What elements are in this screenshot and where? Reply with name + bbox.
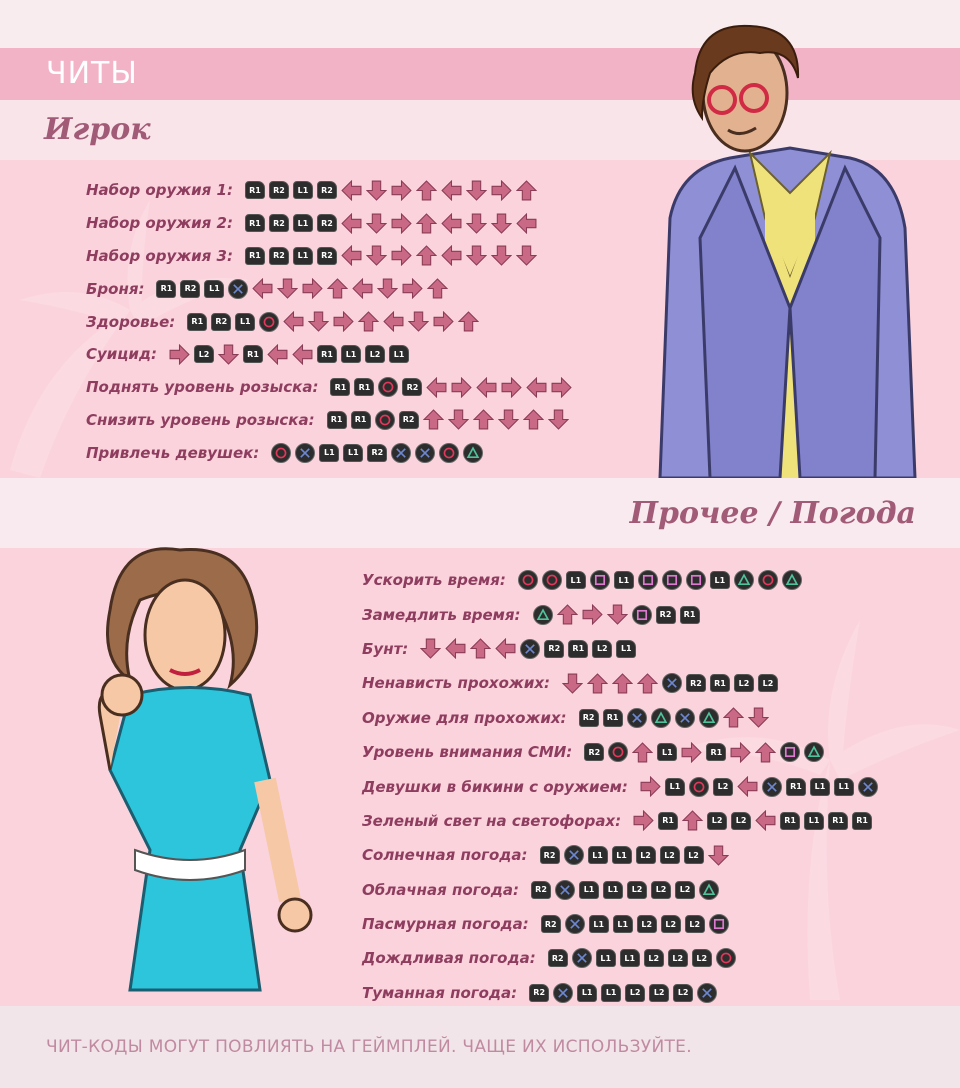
- cheat-row: [362, 873, 878, 907]
- cross-button-icon: [553, 983, 573, 1003]
- r1-button-icon: R1: [156, 280, 176, 298]
- section-title-other-weather: Прочее / Погода: [629, 496, 916, 531]
- arrow-down-icon: [366, 245, 387, 266]
- square-button-icon: [686, 570, 706, 590]
- arrow-left-icon: [445, 638, 466, 659]
- l1-button-icon: L1: [804, 812, 824, 830]
- circle-button-icon: [542, 570, 562, 590]
- l1-button-icon: L1: [834, 778, 854, 796]
- button-sequence: [330, 377, 572, 398]
- arrow-left-icon: [341, 213, 362, 234]
- arrow-down-icon: [708, 845, 729, 866]
- cross-button-icon: [391, 443, 411, 463]
- circle-button-icon: [608, 742, 628, 762]
- cross-button-icon: [858, 777, 878, 797]
- r2-button-icon: R2: [548, 949, 568, 967]
- l2-button-icon: L2: [625, 984, 645, 1002]
- button-sequence: [640, 776, 878, 797]
- arrow-up-icon: [516, 180, 537, 201]
- arrow-up-icon: [416, 180, 437, 201]
- cross-button-icon: [565, 914, 585, 934]
- arrow-up-icon: [557, 604, 578, 625]
- l1-button-icon: L1: [589, 915, 609, 933]
- arrow-right-icon: [302, 278, 323, 299]
- arrow-up-icon: [427, 278, 448, 299]
- triangle-button-icon: [804, 742, 824, 762]
- r1-button-icon: R1: [317, 345, 337, 363]
- triangle-button-icon: [533, 605, 553, 625]
- r2-button-icon: R2: [367, 444, 387, 462]
- cheat-row: [362, 735, 878, 769]
- cheat-row: [362, 666, 878, 700]
- l1-button-icon: L1: [616, 640, 636, 658]
- other-cheat-list: [362, 563, 878, 1010]
- cross-button-icon: [555, 880, 575, 900]
- triangle-button-icon: [699, 708, 719, 728]
- cheat-row: [362, 769, 878, 803]
- square-button-icon: [590, 570, 610, 590]
- l1-button-icon: L1: [620, 949, 640, 967]
- l1-button-icon: L1: [603, 881, 623, 899]
- r2-button-icon: R2: [180, 280, 200, 298]
- arrow-right-icon: [169, 344, 190, 365]
- arrow-left-icon: [352, 278, 373, 299]
- button-sequence: [327, 409, 569, 430]
- l2-button-icon: L2: [668, 949, 688, 967]
- cheat-row: [86, 436, 572, 469]
- arrow-up-icon: [612, 673, 633, 694]
- r2-button-icon: R2: [399, 411, 419, 429]
- r1-button-icon: R1: [330, 378, 350, 396]
- arrow-left-icon: [283, 311, 304, 332]
- arrow-up-icon: [632, 742, 653, 763]
- l1-button-icon: L1: [614, 571, 634, 589]
- r2-button-icon: R2: [531, 881, 551, 899]
- circle-button-icon: [518, 570, 538, 590]
- cheat-row: [86, 338, 572, 371]
- r1-button-icon: R1: [245, 214, 265, 232]
- l2-button-icon: L2: [644, 949, 664, 967]
- arrow-left-icon: [495, 638, 516, 659]
- l2-button-icon: L2: [713, 778, 733, 796]
- arrow-right-icon: [391, 180, 412, 201]
- r2-button-icon: R2: [317, 214, 337, 232]
- l1-button-icon: L1: [293, 214, 313, 232]
- arrow-left-icon: [426, 377, 447, 398]
- circle-button-icon: [689, 777, 709, 797]
- button-sequence: [518, 570, 802, 590]
- cheat-label: Суицид:: [86, 345, 158, 364]
- arrow-down-icon: [562, 673, 583, 694]
- l2-button-icon: L2: [651, 881, 671, 899]
- cross-button-icon: [228, 279, 248, 299]
- cross-button-icon: [415, 443, 435, 463]
- l2-button-icon: L2: [637, 915, 657, 933]
- r2-button-icon: R2: [541, 915, 561, 933]
- arrow-up-icon: [587, 673, 608, 694]
- cheat-label: Замедлить время:: [362, 605, 521, 624]
- arrow-right-icon: [433, 311, 454, 332]
- cheat-label: Уровень внимания СМИ:: [362, 743, 573, 762]
- arrow-up-icon: [416, 213, 437, 234]
- arrow-down-icon: [408, 311, 429, 332]
- arrow-down-icon: [420, 638, 441, 659]
- arrow-down-icon: [466, 213, 487, 234]
- l2-button-icon: L2: [627, 881, 647, 899]
- button-sequence: [548, 948, 736, 968]
- l2-button-icon: L2: [685, 915, 705, 933]
- cheat-label: Девушки в бикини с оружием:: [362, 777, 628, 796]
- arrow-left-icon: [755, 810, 776, 831]
- cross-button-icon: [520, 639, 540, 659]
- arrow-right-icon: [640, 776, 661, 797]
- footer-note: ЧИТ-КОДЫ МОГУТ ПОВЛИЯТЬ НА ГЕЙМПЛЕЙ. ЧАЩЕ ИХ ИСПОЛЬЗУЙТЕ.: [46, 1037, 692, 1057]
- l1-button-icon: L1: [613, 915, 633, 933]
- cross-button-icon: [564, 845, 584, 865]
- l1-button-icon: L1: [293, 247, 313, 265]
- r1-button-icon: R1: [245, 181, 265, 199]
- arrow-left-icon: [292, 344, 313, 365]
- arrow-right-icon: [730, 742, 751, 763]
- r1-button-icon: R1: [710, 674, 730, 692]
- r2-button-icon: R2: [269, 247, 289, 265]
- r1-button-icon: R1: [680, 606, 700, 624]
- l1-button-icon: L1: [612, 846, 632, 864]
- cross-button-icon: [572, 948, 592, 968]
- circle-button-icon: [271, 443, 291, 463]
- cheat-label: Ненависть прохожих:: [362, 674, 551, 693]
- l2-button-icon: L2: [731, 812, 751, 830]
- l2-button-icon: L2: [673, 984, 693, 1002]
- arrow-down-icon: [277, 278, 298, 299]
- button-sequence: [245, 213, 537, 234]
- l1-button-icon: L1: [710, 571, 730, 589]
- button-sequence: [187, 311, 479, 332]
- arrow-right-icon: [582, 604, 603, 625]
- cheat-row: [86, 207, 572, 240]
- button-sequence: [529, 983, 717, 1003]
- r1-button-icon: R1: [245, 247, 265, 265]
- r2-button-icon: R2: [317, 247, 337, 265]
- man-in-suit-illustration: [640, 18, 940, 478]
- l1-button-icon: L1: [601, 984, 621, 1002]
- r1-button-icon: R1: [568, 640, 588, 658]
- square-button-icon: [709, 914, 729, 934]
- l1-button-icon: L1: [665, 778, 685, 796]
- cheat-row: [362, 804, 878, 838]
- arrow-right-icon: [333, 311, 354, 332]
- cheat-label: Набор оружия 3:: [86, 246, 233, 265]
- square-button-icon: [632, 605, 652, 625]
- l2-button-icon: L2: [660, 846, 680, 864]
- l1-button-icon: L1: [596, 949, 616, 967]
- button-sequence: [584, 742, 824, 763]
- r2-button-icon: R2: [584, 743, 604, 761]
- r2-button-icon: R2: [540, 846, 560, 864]
- r1-button-icon: R1: [828, 812, 848, 830]
- r2-button-icon: R2: [402, 378, 422, 396]
- cheat-label: Набор оружия 2:: [86, 214, 233, 233]
- arrow-up-icon: [358, 311, 379, 332]
- r2-button-icon: R2: [269, 214, 289, 232]
- arrow-up-icon: [416, 245, 437, 266]
- cheat-label: Набор оружия 1:: [86, 181, 233, 200]
- cross-button-icon: [295, 443, 315, 463]
- arrow-down-icon: [466, 180, 487, 201]
- l2-button-icon: L2: [365, 345, 385, 363]
- arrow-up-icon: [523, 409, 544, 430]
- arrow-left-icon: [383, 311, 404, 332]
- l1-button-icon: L1: [657, 743, 677, 761]
- arrow-down-icon: [218, 344, 239, 365]
- l1-button-icon: L1: [579, 881, 599, 899]
- arrow-right-icon: [551, 377, 572, 398]
- button-sequence: [531, 880, 719, 900]
- circle-button-icon: [716, 948, 736, 968]
- arrow-down-icon: [466, 245, 487, 266]
- triangle-button-icon: [651, 708, 671, 728]
- button-sequence: [562, 673, 778, 694]
- r1-button-icon: R1: [658, 812, 678, 830]
- cheat-label: Облачная погода:: [362, 880, 520, 899]
- l2-button-icon: L2: [661, 915, 681, 933]
- l1-button-icon: L1: [204, 280, 224, 298]
- cheat-row: [86, 305, 572, 338]
- cheat-row: [86, 272, 572, 305]
- button-sequence: [420, 638, 636, 659]
- button-sequence: [245, 180, 537, 201]
- arrow-left-icon: [526, 377, 547, 398]
- triangle-button-icon: [734, 570, 754, 590]
- arrow-left-icon: [252, 278, 273, 299]
- cheat-label: Оружие для прохожих:: [362, 708, 567, 727]
- arrow-up-icon: [458, 311, 479, 332]
- circle-button-icon: [259, 312, 279, 332]
- arrow-left-icon: [441, 245, 462, 266]
- l1-button-icon: L1: [588, 846, 608, 864]
- page-title: ЧИТЫ: [46, 56, 138, 91]
- l1-button-icon: L1: [810, 778, 830, 796]
- cheat-row: [362, 976, 878, 1010]
- arrow-down-icon: [748, 707, 769, 728]
- woman-in-dress-illustration: [40, 520, 340, 1006]
- l2-button-icon: L2: [692, 949, 712, 967]
- l2-button-icon: L2: [707, 812, 727, 830]
- circle-button-icon: [439, 443, 459, 463]
- arrow-left-icon: [441, 180, 462, 201]
- cheat-row: [362, 907, 878, 941]
- arrow-down-icon: [548, 409, 569, 430]
- r1-button-icon: R1: [354, 378, 374, 396]
- arrow-left-icon: [267, 344, 288, 365]
- r1-button-icon: R1: [706, 743, 726, 761]
- l2-button-icon: L2: [649, 984, 669, 1002]
- l1-button-icon: L1: [235, 313, 255, 331]
- r2-button-icon: R2: [317, 181, 337, 199]
- l1-button-icon: L1: [341, 345, 361, 363]
- r2-button-icon: R2: [211, 313, 231, 331]
- cross-button-icon: [675, 708, 695, 728]
- arrow-down-icon: [448, 409, 469, 430]
- button-sequence: [271, 443, 483, 463]
- cross-button-icon: [762, 777, 782, 797]
- arrow-up-icon: [423, 409, 444, 430]
- arrow-down-icon: [516, 245, 537, 266]
- l2-button-icon: L2: [194, 345, 214, 363]
- r2-button-icon: R2: [529, 984, 549, 1002]
- cheat-label: Броня:: [86, 279, 145, 298]
- r1-button-icon: R1: [603, 709, 623, 727]
- triangle-button-icon: [463, 443, 483, 463]
- cheat-row: [86, 240, 572, 273]
- cheat-label: Зеленый свет на светофорах:: [362, 811, 622, 830]
- arrow-down-icon: [491, 245, 512, 266]
- arrow-right-icon: [633, 810, 654, 831]
- cheat-row: [362, 941, 878, 975]
- player-cheat-list: [86, 174, 572, 469]
- l2-button-icon: L2: [734, 674, 754, 692]
- l2-button-icon: L2: [675, 881, 695, 899]
- cheat-row: [362, 597, 878, 631]
- arrow-up-icon: [473, 409, 494, 430]
- arrow-left-icon: [341, 180, 362, 201]
- arrow-right-icon: [391, 213, 412, 234]
- arrow-right-icon: [451, 377, 472, 398]
- button-sequence: [156, 278, 448, 299]
- r1-button-icon: R1: [327, 411, 347, 429]
- cheat-row: [362, 838, 878, 872]
- arrow-down-icon: [607, 604, 628, 625]
- cheat-label: Бунт:: [362, 639, 409, 658]
- arrow-right-icon: [501, 377, 522, 398]
- arrow-left-icon: [441, 213, 462, 234]
- arrow-down-icon: [366, 213, 387, 234]
- arrow-up-icon: [470, 638, 491, 659]
- button-sequence: [533, 604, 700, 625]
- l2-button-icon: L2: [592, 640, 612, 658]
- cheat-label: Здоровье:: [86, 312, 176, 331]
- r1-button-icon: R1: [351, 411, 371, 429]
- cheat-label: Привлечь девушек:: [86, 443, 260, 462]
- square-button-icon: [638, 570, 658, 590]
- button-sequence: [633, 810, 872, 831]
- l1-button-icon: L1: [577, 984, 597, 1002]
- cheat-row: [86, 404, 572, 437]
- r2-button-icon: R2: [544, 640, 564, 658]
- arrow-left-icon: [476, 377, 497, 398]
- button-sequence: [540, 845, 729, 866]
- button-sequence: [541, 914, 729, 934]
- square-button-icon: [662, 570, 682, 590]
- cross-button-icon: [697, 983, 717, 1003]
- cheat-row: [86, 371, 572, 404]
- cross-button-icon: [662, 673, 682, 693]
- cheat-label: Ускорить время:: [362, 571, 506, 590]
- l1-button-icon: L1: [566, 571, 586, 589]
- arrow-right-icon: [491, 180, 512, 201]
- arrow-down-icon: [366, 180, 387, 201]
- circle-button-icon: [375, 410, 395, 430]
- arrow-left-icon: [737, 776, 758, 797]
- arrow-left-icon: [341, 245, 362, 266]
- arrow-right-icon: [681, 742, 702, 763]
- circle-button-icon: [378, 377, 398, 397]
- cheat-label: Туманная погода:: [362, 983, 518, 1002]
- r1-button-icon: R1: [786, 778, 806, 796]
- cheat-label: Снизить уровень розыска:: [86, 410, 315, 429]
- arrow-right-icon: [402, 278, 423, 299]
- l1-button-icon: L1: [343, 444, 363, 462]
- l2-button-icon: L2: [684, 846, 704, 864]
- arrow-down-icon: [308, 311, 329, 332]
- arrow-up-icon: [327, 278, 348, 299]
- cross-button-icon: [627, 708, 647, 728]
- l1-button-icon: L1: [293, 181, 313, 199]
- triangle-button-icon: [699, 880, 719, 900]
- cheat-label: Пасмурная погода:: [362, 915, 529, 934]
- r1-button-icon: R1: [852, 812, 872, 830]
- arrow-down-icon: [377, 278, 398, 299]
- r2-button-icon: R2: [656, 606, 676, 624]
- l1-button-icon: L1: [319, 444, 339, 462]
- cheat-label: Дождливая погода:: [362, 949, 536, 968]
- l1-button-icon: L1: [389, 345, 409, 363]
- arrow-up-icon: [755, 742, 776, 763]
- arrow-down-icon: [491, 213, 512, 234]
- r2-button-icon: R2: [579, 709, 599, 727]
- r2-button-icon: R2: [686, 674, 706, 692]
- square-button-icon: [780, 742, 800, 762]
- cheat-row: [362, 563, 878, 597]
- cheat-row: [362, 701, 878, 735]
- arrow-up-icon: [637, 673, 658, 694]
- cheat-row: [362, 632, 878, 666]
- button-sequence: [579, 707, 769, 728]
- r2-button-icon: R2: [269, 181, 289, 199]
- triangle-button-icon: [782, 570, 802, 590]
- section-title-player: Игрок: [44, 112, 151, 147]
- r1-button-icon: R1: [187, 313, 207, 331]
- circle-button-icon: [758, 570, 778, 590]
- l2-button-icon: L2: [636, 846, 656, 864]
- arrow-down-icon: [498, 409, 519, 430]
- arrow-up-icon: [723, 707, 744, 728]
- button-sequence: [245, 245, 537, 266]
- cheat-row: [86, 174, 572, 207]
- arrow-right-icon: [391, 245, 412, 266]
- r1-button-icon: R1: [780, 812, 800, 830]
- cheat-label: Солнечная погода:: [362, 846, 528, 865]
- button-sequence: [169, 344, 409, 365]
- cheat-label: Поднять уровень розыска:: [86, 378, 319, 397]
- l2-button-icon: L2: [758, 674, 778, 692]
- arrow-left-icon: [516, 213, 537, 234]
- arrow-up-icon: [682, 810, 703, 831]
- r1-button-icon: R1: [243, 345, 263, 363]
